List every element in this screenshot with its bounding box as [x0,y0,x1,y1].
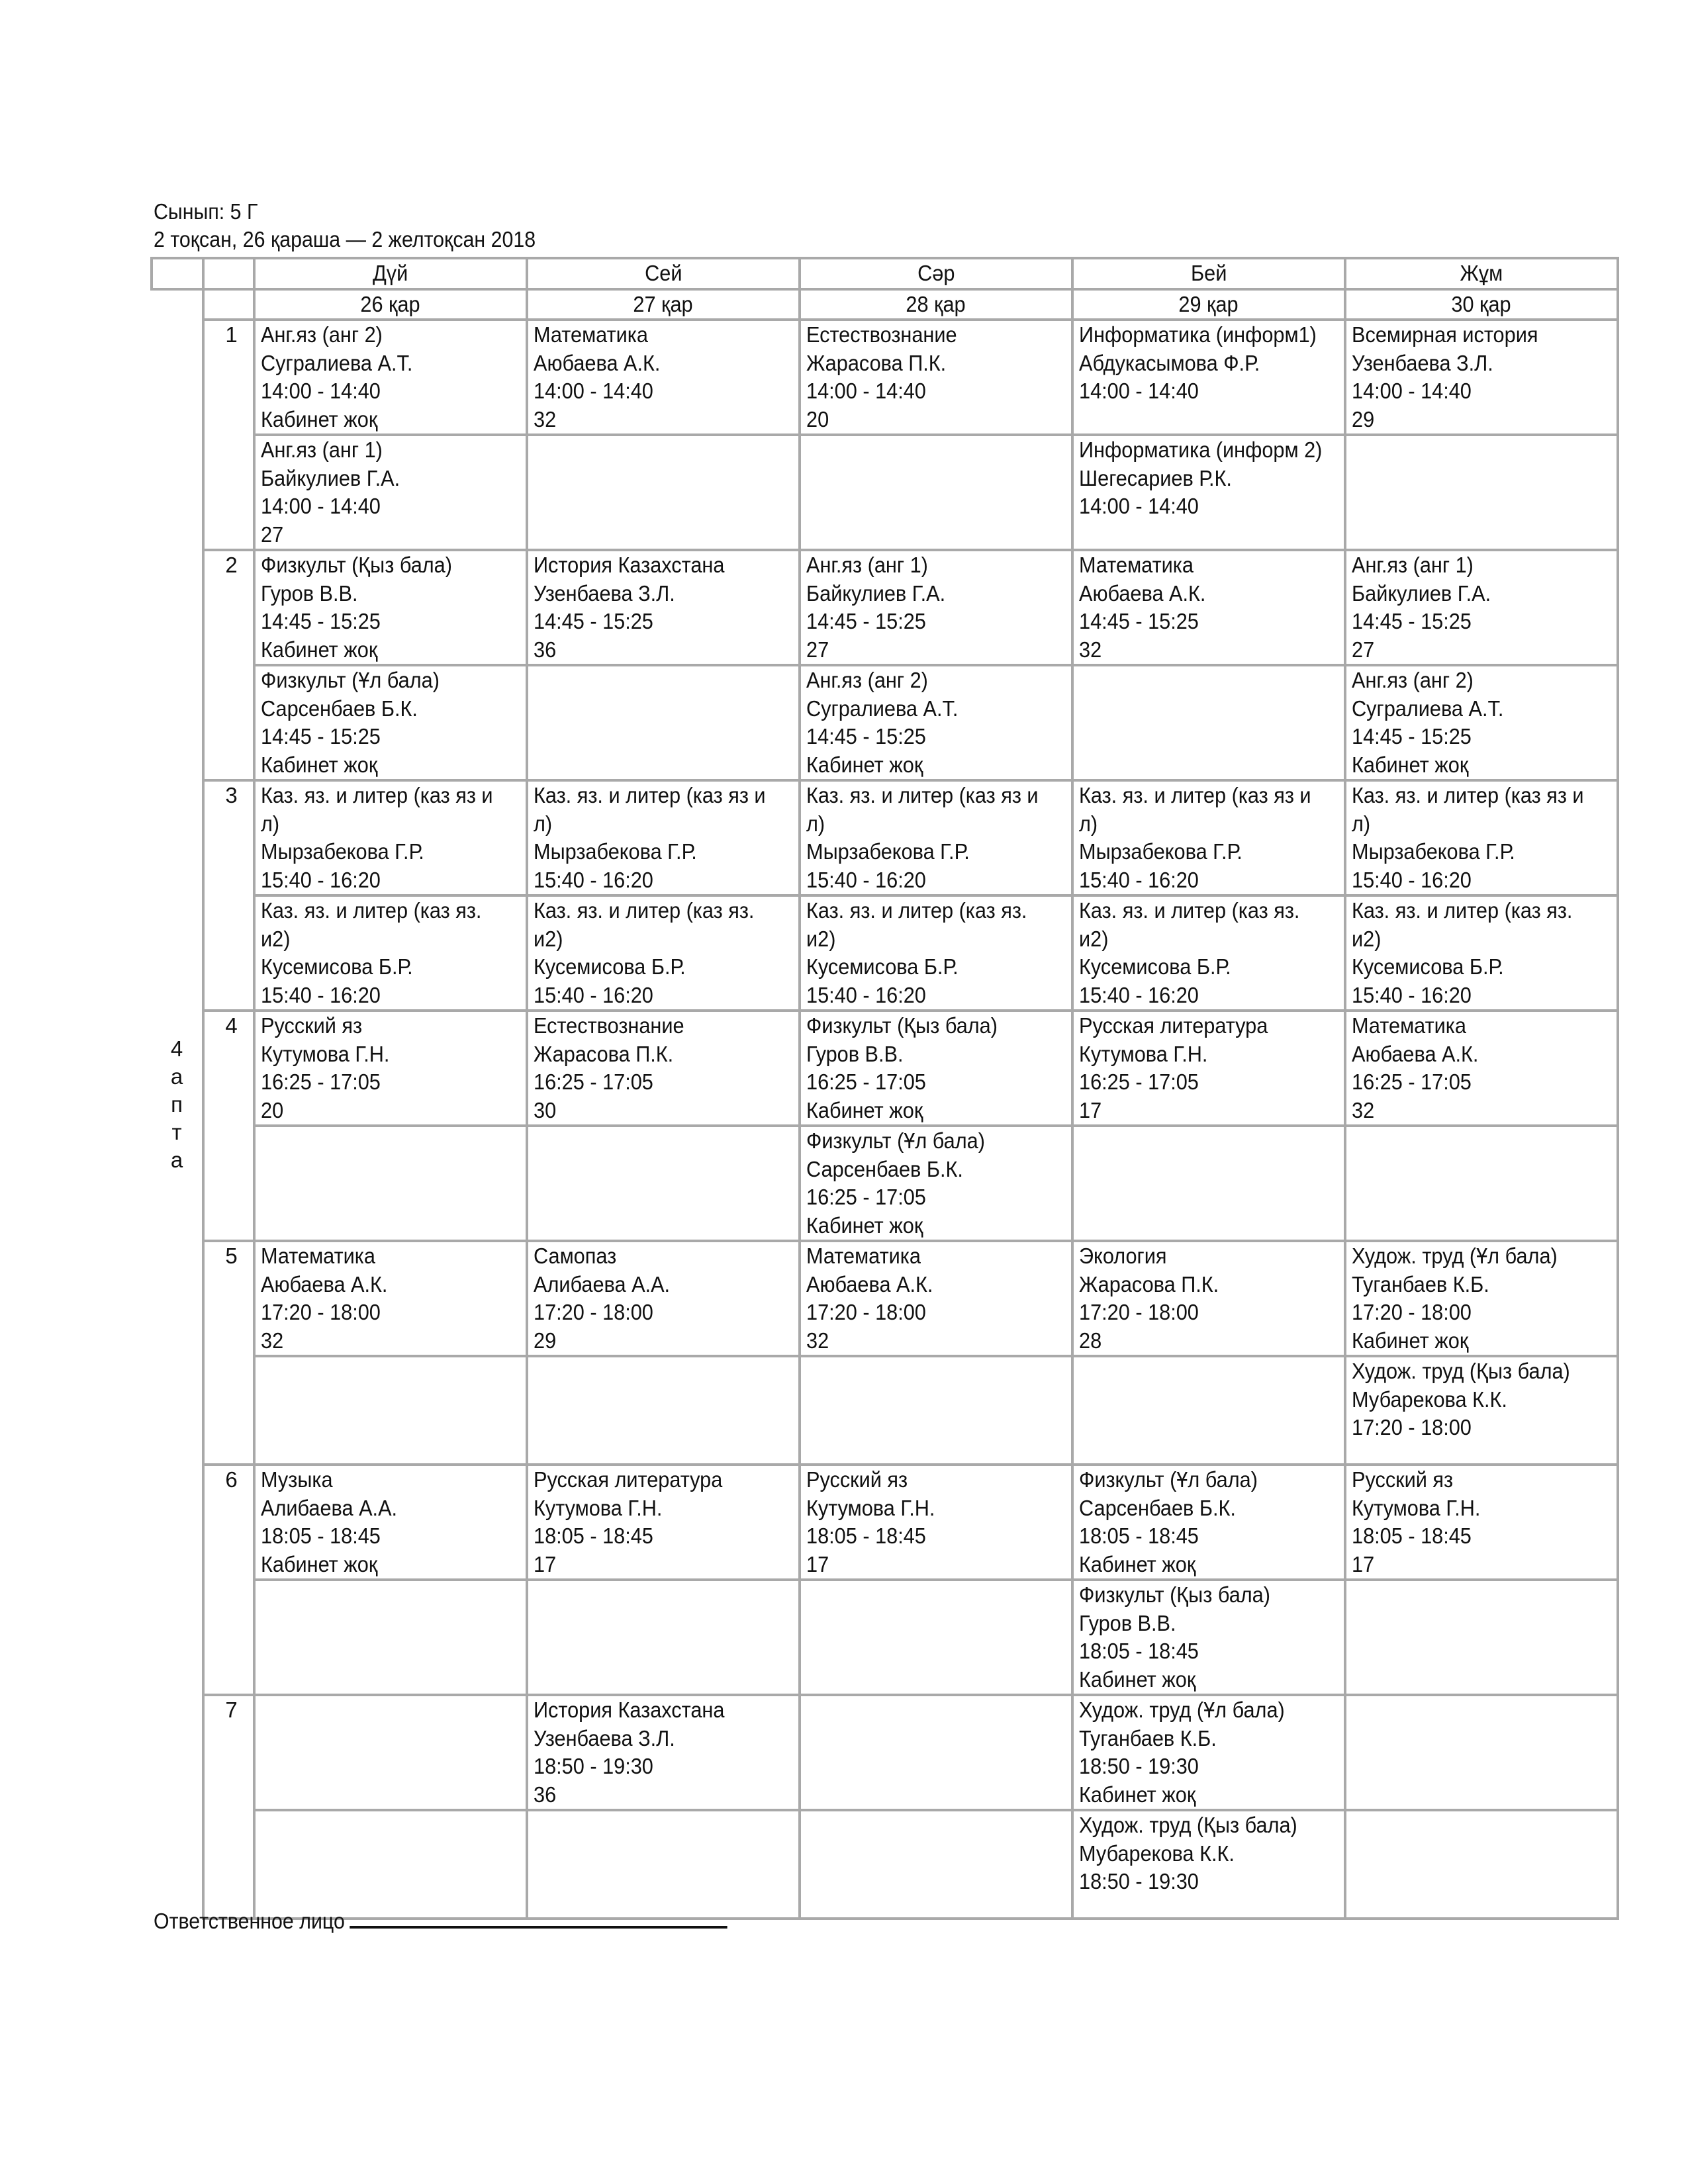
lesson-time: 15:40 - 16:20 [534,867,653,892]
lesson-teacher: Сугралиева А.Т. [1352,696,1504,721]
lesson-room: 17 [534,1551,557,1576]
lesson-time: 14:00 - 14:40 [1079,494,1199,518]
lesson-room: Кабинет жоқ [1352,752,1469,777]
lesson-cell [1345,665,1618,780]
lesson-cell [1072,1810,1345,1919]
lesson-time: 16:25 - 17:05 [261,1069,381,1094]
period-number: 4 [203,1011,254,1241]
lesson-teacher: Кусемисова Б.Р. [1352,954,1504,979]
lesson-teacher: Мырзабекова Г.Р. [806,839,970,864]
period-number: 7 [203,1695,254,1919]
lesson-teacher: Кутумова Г.Н. [261,1041,390,1066]
lesson-room: 28 [1079,1328,1102,1353]
empty-lesson-cell [254,1695,527,1810]
lesson-teacher: Сарсенбаев Б.К. [261,696,418,721]
lesson-cell [254,320,527,435]
lesson-room: 27 [261,522,284,547]
lesson-time: 17:20 - 18:00 [1352,1300,1472,1324]
lesson-room: Кабинет жоқ [806,1097,923,1122]
lesson-subject: Всемирная история [1352,322,1538,347]
lesson-cell [1345,780,1618,895]
lesson-cell [1072,1465,1345,1580]
lesson-subject: Физкульт (Қыз бала) [261,553,452,577]
lesson-teacher: Аюбаева А.К. [261,1271,388,1297]
lesson-teacher: Узенбаева З.Л. [534,1725,675,1751]
lesson-room: Кабинет жоқ [1079,1782,1196,1807]
lesson-room: Кабинет жоқ [261,406,378,432]
date-header: 30 қар [1345,289,1618,320]
lesson-cell [1072,1011,1345,1126]
lesson-time: 18:05 - 18:45 [1352,1524,1472,1548]
lesson-teacher: Байкулиев Г.А. [806,580,946,606]
empty-lesson-cell [254,1810,527,1919]
period-number: 5 [203,1241,254,1465]
lesson-time: 16:25 - 17:05 [534,1069,653,1094]
empty-lesson-cell [800,1356,1072,1465]
lesson-subject: Каз. яз. и литер (каз яз и л) [1079,783,1311,836]
period-subrow [152,550,1618,665]
empty-lesson-cell [254,1580,527,1695]
lesson-room: 20 [261,1097,284,1122]
lesson-time: 14:45 - 15:25 [806,724,926,749]
lesson-room: 32 [806,1328,829,1353]
lesson-room: 27 [806,637,829,662]
lesson-cell [254,435,527,550]
lesson-teacher: Сарсенбаев Б.К. [1079,1495,1236,1520]
lesson-subject: Физкульт (Ұл бала) [806,1128,985,1153]
lesson-subject: Каз. яз. и литер (каз яз. и2) [1352,898,1573,951]
period-subrow [152,1126,1618,1241]
corner-cell [152,258,203,289]
empty-lesson-cell [800,435,1072,550]
lesson-teacher: Сугралиева А.Т. [806,696,959,721]
lesson-time: 16:25 - 17:05 [1079,1069,1199,1094]
lesson-time: 14:00 - 14:40 [1079,379,1199,403]
lesson-teacher: Аюбаева А.К. [1079,580,1206,606]
lesson-cell [800,1241,1072,1356]
lesson-room: 32 [261,1328,284,1353]
lesson-cell [1345,320,1618,435]
lesson-teacher: Шегесариев Р.К. [1079,465,1232,490]
lesson-cell [1345,1356,1618,1465]
lesson-cell [1345,550,1618,665]
lesson-teacher: Алибаева А.А. [261,1495,398,1520]
lesson-teacher: Гуров В.В. [261,580,358,606]
lesson-subject: Каз. яз. и литер (каз яз. и2) [806,898,1027,951]
empty-lesson-cell [527,665,800,780]
lesson-subject: История Казахстана [534,1698,725,1722]
responsible-person-label: Ответственное лицо [154,1909,345,1933]
lesson-teacher: Мубарекова К.К. [1352,1387,1507,1412]
lesson-subject: Русский яз [261,1013,363,1038]
lesson-subject: Математика [806,1244,921,1268]
period-number: 6 [203,1465,254,1695]
lesson-subject: Русский яз [806,1467,908,1492]
lesson-cell [527,550,800,665]
lesson-subject: Физкульт (Ұл бала) [261,668,440,692]
lesson-subject: Математика [261,1244,375,1268]
lesson-subject: Анг.яз (анг 1) [806,553,928,577]
lesson-time: 17:20 - 18:00 [534,1300,653,1324]
lesson-cell [800,780,1072,895]
empty-lesson-cell [800,1695,1072,1810]
lesson-subject: Математика [1079,553,1194,577]
lesson-time: 15:40 - 16:20 [261,867,381,892]
lesson-room: Кабинет жоқ [261,637,378,662]
day-name-header: Жұм [1345,258,1618,289]
lesson-cell [254,665,527,780]
empty-lesson-cell [527,1126,800,1241]
lesson-time: 14:00 - 14:40 [806,379,926,403]
lesson-subject: Математика [1352,1013,1466,1038]
week-label-char: а [170,1147,183,1172]
lesson-cell [527,1241,800,1356]
empty-lesson-cell [527,1356,800,1465]
date-header: 26 қар [254,289,527,320]
lesson-cell [800,320,1072,435]
lesson-subject: Физкульт (Қыз бала) [1079,1582,1270,1607]
lesson-subject: Каз. яз. и литер (каз яз. и2) [534,898,755,951]
lesson-room: Кабинет жоқ [1352,1328,1469,1353]
lesson-room: 29 [534,1328,557,1353]
lesson-room: Кабинет жоқ [806,1212,923,1238]
lesson-time: 17:20 - 18:00 [1079,1300,1199,1324]
lesson-subject: Анг.яз (анг 1) [1352,553,1474,577]
day-name-header: Дүй [254,258,527,289]
lesson-cell [1345,1011,1618,1126]
period-subrow [152,435,1618,550]
lesson-teacher: Кусемисова Б.Р. [534,954,686,979]
lesson-time: 14:00 - 14:40 [1352,379,1472,403]
empty-lesson-cell [1345,1810,1618,1919]
empty-lesson-cell [1345,1126,1618,1241]
empty-lesson-cell [527,1580,800,1695]
period-subrow [152,665,1618,780]
day-names-row [152,258,1618,289]
lesson-teacher: Абдукасымова Ф.Р. [1079,350,1260,375]
lesson-time: 18:05 - 18:45 [534,1524,653,1548]
lesson-subject: Физкульт (Қыз бала) [806,1013,998,1038]
lesson-subject: Худож. труд (Қыз бала) [1352,1359,1570,1383]
lesson-time: 15:40 - 16:20 [1352,867,1472,892]
day-name-header: Сәр [800,258,1072,289]
lesson-time: 15:40 - 16:20 [806,867,926,892]
lesson-cell [1345,1465,1618,1580]
lesson-cell [1345,895,1618,1011]
class-label: Сынып: 5 Г [154,199,258,224]
lesson-teacher: Мырзабекова Г.Р. [1079,839,1243,864]
lesson-time: 18:05 - 18:45 [1079,1524,1199,1548]
lesson-teacher: Сарсенбаев Б.К. [806,1156,963,1181]
lesson-subject: Худож. труд (Ұл бала) [1079,1698,1285,1722]
empty-lesson-cell [800,1810,1072,1919]
lesson-subject: Каз. яз. и литер (каз яз и л) [534,783,766,836]
empty-lesson-cell [800,1580,1072,1695]
lesson-teacher: Узенбаева З.Л. [534,580,675,606]
lesson-subject: Каз. яз. и литер (каз яз. и2) [1079,898,1300,951]
period-subrow [152,1241,1618,1356]
lesson-time: 17:20 - 18:00 [1352,1415,1472,1439]
empty-lesson-cell [1072,1356,1345,1465]
lesson-room: 29 [1352,406,1375,432]
lesson-teacher: Гуров В.В. [806,1041,904,1066]
lesson-subject: Самопаз [534,1244,617,1268]
lesson-teacher: Кутумова Г.Н. [534,1495,663,1520]
lesson-subject: Худож. труд (Ұл бала) [1352,1244,1558,1268]
lesson-time: 14:45 - 15:25 [1079,609,1199,633]
lesson-room: 27 [1352,637,1375,662]
lesson-teacher: Жарасова П.К. [806,350,947,375]
lesson-teacher: Аюбаева А.К. [1352,1041,1479,1066]
week-label-char: а [170,1064,183,1089]
week-label-cell [152,289,203,1919]
lesson-teacher: Туганбаев К.Б. [1079,1725,1217,1751]
lesson-time: 18:50 - 19:30 [1079,1869,1199,1893]
lesson-room: Кабинет жоқ [1079,1666,1196,1692]
lesson-teacher: Туганбаев К.Б. [1352,1271,1489,1297]
lesson-cell [254,780,527,895]
lesson-time: 14:45 - 15:25 [1352,609,1472,633]
lesson-cell [1072,435,1345,550]
lesson-teacher: Кусемисова Б.Р. [261,954,413,979]
lesson-room: Кабинет жоқ [261,752,378,777]
lesson-room: Кабинет жоқ [1079,1551,1196,1576]
lesson-teacher: Мырзабекова Г.Р. [534,839,697,864]
lesson-subject: Русская литература [1079,1013,1268,1038]
lesson-room: 17 [1352,1551,1375,1576]
lesson-room: 32 [1352,1097,1375,1122]
lesson-room: Кабинет жоқ [806,752,923,777]
lesson-subject: Каз. яз. и литер (каз яз и л) [806,783,1039,836]
period-subrow [152,1580,1618,1695]
period-subrow [152,1356,1618,1465]
lesson-cell [1072,320,1345,435]
lesson-cell [800,1126,1072,1241]
date-header: 28 қар [800,289,1072,320]
lesson-teacher: Кусемисова Б.Р. [806,954,959,979]
lesson-teacher: Узенбаева З.Л. [1352,350,1493,375]
lesson-time: 14:00 - 14:40 [261,379,381,403]
lesson-room: 20 [806,406,829,432]
lesson-room: 17 [806,1551,829,1576]
empty-lesson-cell [527,435,800,550]
corner-cell [203,289,254,320]
period-subrow [152,1695,1618,1810]
empty-lesson-cell [254,1126,527,1241]
lesson-time: 14:45 - 15:25 [261,724,381,749]
lesson-subject: Экология [1079,1244,1167,1268]
lesson-subject: Анг.яз (анг 2) [1352,668,1474,692]
lesson-subject: Каз. яз. и литер (каз яз и л) [261,783,493,836]
day-name-header: Сей [527,258,800,289]
lesson-time: 14:45 - 15:25 [806,609,926,633]
lesson-cell [800,550,1072,665]
lesson-time: 14:45 - 15:25 [534,609,653,633]
lesson-teacher: Гуров В.В. [1079,1610,1176,1635]
period-number: 3 [203,780,254,1011]
lesson-subject: Каз. яз. и литер (каз яз и л) [1352,783,1584,836]
lesson-time: 14:45 - 15:25 [261,609,381,633]
lesson-time: 15:40 - 16:20 [534,982,653,1007]
lesson-subject: Естествознание [534,1013,684,1038]
lesson-cell [800,895,1072,1011]
lesson-subject: Информатика (информ1) [1079,322,1317,347]
lesson-cell [1072,1695,1345,1810]
date-header: 27 қар [527,289,800,320]
lesson-teacher: Аюбаева А.К. [534,350,661,375]
period-subrow [152,1465,1618,1580]
lesson-room: 32 [534,406,557,432]
lesson-cell [527,1011,800,1126]
dates-row [152,289,1618,320]
lesson-teacher: Кутумова Г.Н. [1079,1041,1208,1066]
lesson-subject: Худож. труд (Қыз бала) [1079,1813,1297,1837]
date-header: 29 қар [1072,289,1345,320]
lesson-time: 15:40 - 16:20 [1079,867,1199,892]
lesson-subject: Русская литература [534,1467,723,1492]
lesson-teacher: Мырзабекова Г.Р. [261,839,424,864]
lesson-time: 16:25 - 17:05 [1352,1069,1472,1094]
signature-line [350,1906,727,1929]
week-label-char: 4 [170,1036,183,1061]
lesson-room: Кабинет жоқ [261,1551,378,1576]
lesson-cell [527,1695,800,1810]
empty-lesson-cell [527,1810,800,1919]
lesson-cell [1072,1241,1345,1356]
lesson-cell [1072,780,1345,895]
week-label-char: т [171,1119,182,1144]
lesson-time: 18:05 - 18:45 [1079,1639,1199,1663]
empty-lesson-cell [1345,1695,1618,1810]
lesson-teacher: Жарасова П.К. [1079,1271,1219,1297]
lesson-subject: Физкульт (Ұл бала) [1079,1467,1258,1492]
lesson-room: 30 [534,1097,557,1122]
lesson-cell [254,895,527,1011]
lesson-room: 36 [534,637,557,662]
lesson-time: 18:50 - 19:30 [1079,1754,1199,1778]
lesson-subject: Анг.яз (анг 2) [261,322,383,347]
lesson-subject: Каз. яз. и литер (каз яз. и2) [261,898,482,951]
lesson-subject: История Казахстана [534,553,725,577]
lesson-cell [527,320,800,435]
empty-lesson-cell [254,1356,527,1465]
lesson-subject: Естествознание [806,322,957,347]
period-subrow [152,1011,1618,1126]
lesson-time: 18:05 - 18:45 [806,1524,926,1548]
week-label [164,1035,190,1174]
empty-lesson-cell [1345,1580,1618,1695]
period-number: 2 [203,550,254,780]
lesson-cell [1072,1580,1345,1695]
lesson-time: 17:20 - 18:00 [261,1300,381,1324]
lesson-time: 15:40 - 16:20 [261,982,381,1007]
signature-footer [154,1906,727,1934]
term-date-range: 2 тоқсан, 26 қараша — 2 желтоқсан 2018 [154,227,536,251]
lesson-subject: Математика [534,322,648,347]
lesson-cell [527,895,800,1011]
day-name-header: Бей [1072,258,1345,289]
lesson-cell [527,780,800,895]
lesson-teacher: Кутумова Г.Н. [806,1495,935,1520]
lesson-teacher: Алибаева А.А. [534,1271,671,1297]
lesson-teacher: Аюбаева А.К. [806,1271,933,1297]
lesson-time: 18:50 - 19:30 [534,1754,653,1778]
lesson-teacher: Жарасова П.К. [534,1041,674,1066]
lesson-cell [254,550,527,665]
lesson-room: 36 [534,1782,557,1807]
period-number: 1 [203,320,254,550]
lesson-time: 14:00 - 14:40 [261,494,381,518]
lesson-cell [800,665,1072,780]
lesson-teacher: Мубарекова К.К. [1079,1841,1235,1866]
lesson-teacher: Байкулиев Г.А. [261,465,400,490]
lesson-time: 16:25 - 17:05 [806,1185,926,1209]
lesson-time: 17:20 - 18:00 [806,1300,926,1324]
lesson-cell [1345,1241,1618,1356]
lesson-subject: Информатика (информ 2) [1079,437,1323,462]
lesson-room: 17 [1079,1097,1102,1122]
lesson-time: 16:25 - 17:05 [806,1069,926,1094]
timetable [150,257,1619,1920]
lesson-teacher: Мырзабекова Г.Р. [1352,839,1515,864]
period-subrow [152,895,1618,1011]
empty-lesson-cell [1072,1126,1345,1241]
lesson-time: 18:05 - 18:45 [261,1524,381,1548]
empty-lesson-cell [1345,435,1618,550]
lesson-room: 32 [1079,637,1102,662]
lesson-cell [254,1011,527,1126]
period-subrow [152,320,1618,435]
lesson-time: 15:40 - 16:20 [806,982,926,1007]
lesson-teacher: Сугралиева А.Т. [261,350,413,375]
lesson-subject: Русский яз [1352,1467,1454,1492]
week-label-char: п [171,1091,183,1116]
lesson-time: 15:40 - 16:20 [1352,982,1472,1007]
lesson-subject: Музыка [261,1467,333,1492]
lesson-teacher: Кутумова Г.Н. [1352,1495,1481,1520]
lesson-cell [1072,895,1345,1011]
lesson-cell [1072,550,1345,665]
lesson-cell [800,1011,1072,1126]
lesson-subject: Анг.яз (анг 2) [806,668,928,692]
lesson-cell [800,1465,1072,1580]
lesson-cell [254,1241,527,1356]
lesson-cell [254,1465,527,1580]
corner-cell [203,258,254,289]
period-subrow [152,780,1618,895]
lesson-teacher: Байкулиев Г.А. [1352,580,1491,606]
lesson-subject: Анг.яз (анг 1) [261,437,383,462]
lesson-time: 14:00 - 14:40 [534,379,653,403]
lesson-cell [527,1465,800,1580]
lesson-time: 15:40 - 16:20 [1079,982,1199,1007]
period-subrow [152,1810,1618,1919]
lesson-teacher: Кусемисова Б.Р. [1079,954,1231,979]
lesson-time: 14:45 - 15:25 [1352,724,1472,749]
empty-lesson-cell [1072,665,1345,780]
